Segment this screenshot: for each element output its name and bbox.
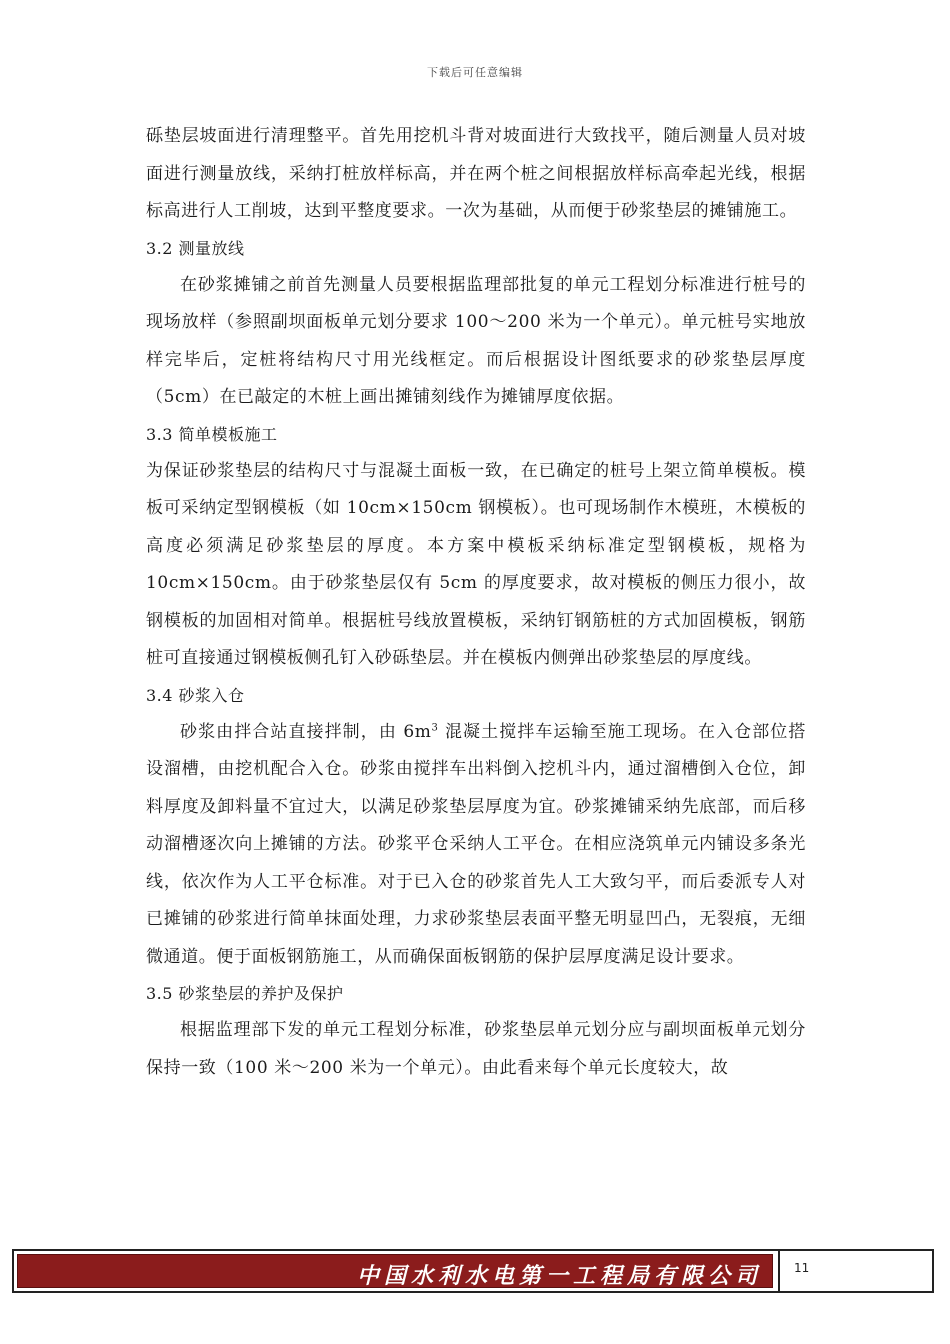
paragraph-simple-formwork: 为保证砂浆垫层的结构尺寸与混凝土面板一致，在已确定的桩号上架立简单模板。模板可采纳定型钢模板（如 10cm×150cm 钢模板）。也可现场制作木模班，木模板的高度必须满足砂浆垫层的厚度。本方案中模板采纳标准定型钢模板，规格为 10cm×150cm。由于砂浆垫层仅有 5cm 的厚度要求，故对模板的侧压力很小，故钢模板的加固相对简单。根据桩号线放置模板，采纳钉钢筋桩的方式加固模板，钢筋桩可直接通过钢模板侧孔钉入砂砾垫层。并在模板内侧弹出砂浆垫层的厚度线。 (146, 460, 806, 668)
page-footer (12, 1249, 934, 1293)
section-heading-3-5: 3.5 砂浆垫层的养护及保护 (146, 984, 344, 1003)
page-number: 11 (794, 1261, 810, 1275)
footer-divider (778, 1251, 780, 1291)
paragraph-survey-layout: 在砂浆摊铺之前首先测量人员要根据监理部批复的单元工程划分标准进行桩号的现场放样（参照副坝面板单元划分要求 100～200 米为一个单元）。单元桩号实地放样完毕后，定桩将结构尺寸用光线框定。而后根据设计图纸要求的砂浆垫层厚度（5cm）在已敲定的木桩上画出摊铺刻线作为摊铺厚度依据。 (146, 274, 806, 407)
document-body (146, 118, 806, 1087)
superscript-cubed: 3 (431, 721, 439, 733)
paragraph-continued: 砾垫层坡面进行清理整平。首先用挖机斗背对坡面进行大致找平，随后测量人员对坡面进行测量放线，采纳打桩放样标高，并在两个桩之间根据放样标高牵起光线，根据标高进行人工削坡，达到平整度要求。一次为基础，从而便于砂浆垫层的摊铺施工。 (146, 126, 806, 221)
footer-company-name: 中国水利水电第一工程局有限公司 (356, 1263, 762, 1289)
header-note: 下载后可任意编辑 (427, 66, 523, 79)
paragraph-mortar-text-start: 砂浆由拌合站直接拌制，由 6m (180, 721, 432, 742)
paragraph-curing-protection: 根据监理部下发的单元工程划分标准，砂浆垫层单元划分应与副坝面板单元划分保持一致（100 米～200 米为一个单元）。由此看来每个单元长度较大，故 (146, 1020, 806, 1078)
paragraph-mortar-placement (146, 714, 806, 977)
section-heading-3-4: 3.4 砂浆入仓 (146, 685, 245, 705)
footer-company-band (17, 1254, 773, 1288)
section-heading-3-3: 3.3 简单模板施工 (146, 424, 278, 444)
section-heading-3-2: 3.2 测量放线 (146, 238, 245, 258)
paragraph-mortar-text-rest: 混凝土搅拌车运输至施工现场。在入仓部位搭设溜槽，由挖机配合入仓。砂浆由搅拌车出料倒入挖机斗内，通过溜槽倒入仓位，卸料厚度及卸料量不宜过大，以满足砂浆垫层厚度为宜。砂浆摊铺采纳先底部，而后移动溜槽逐次向上摊铺的方法。砂浆平仓采纳人工平仓。在相应浇筑单元内铺设多条光线，依次作为人工平仓标准。对于已入仓的砂浆首先人工大致匀平，而后委派专人对已摊铺的砂浆进行简单抹面处理，力求砂浆垫层表面平整无明显凹凸，无裂痕，无细微通道。便于面板钢筋施工，从而确保面板钢筋的保护层厚度满足设计要求。 (146, 721, 806, 967)
